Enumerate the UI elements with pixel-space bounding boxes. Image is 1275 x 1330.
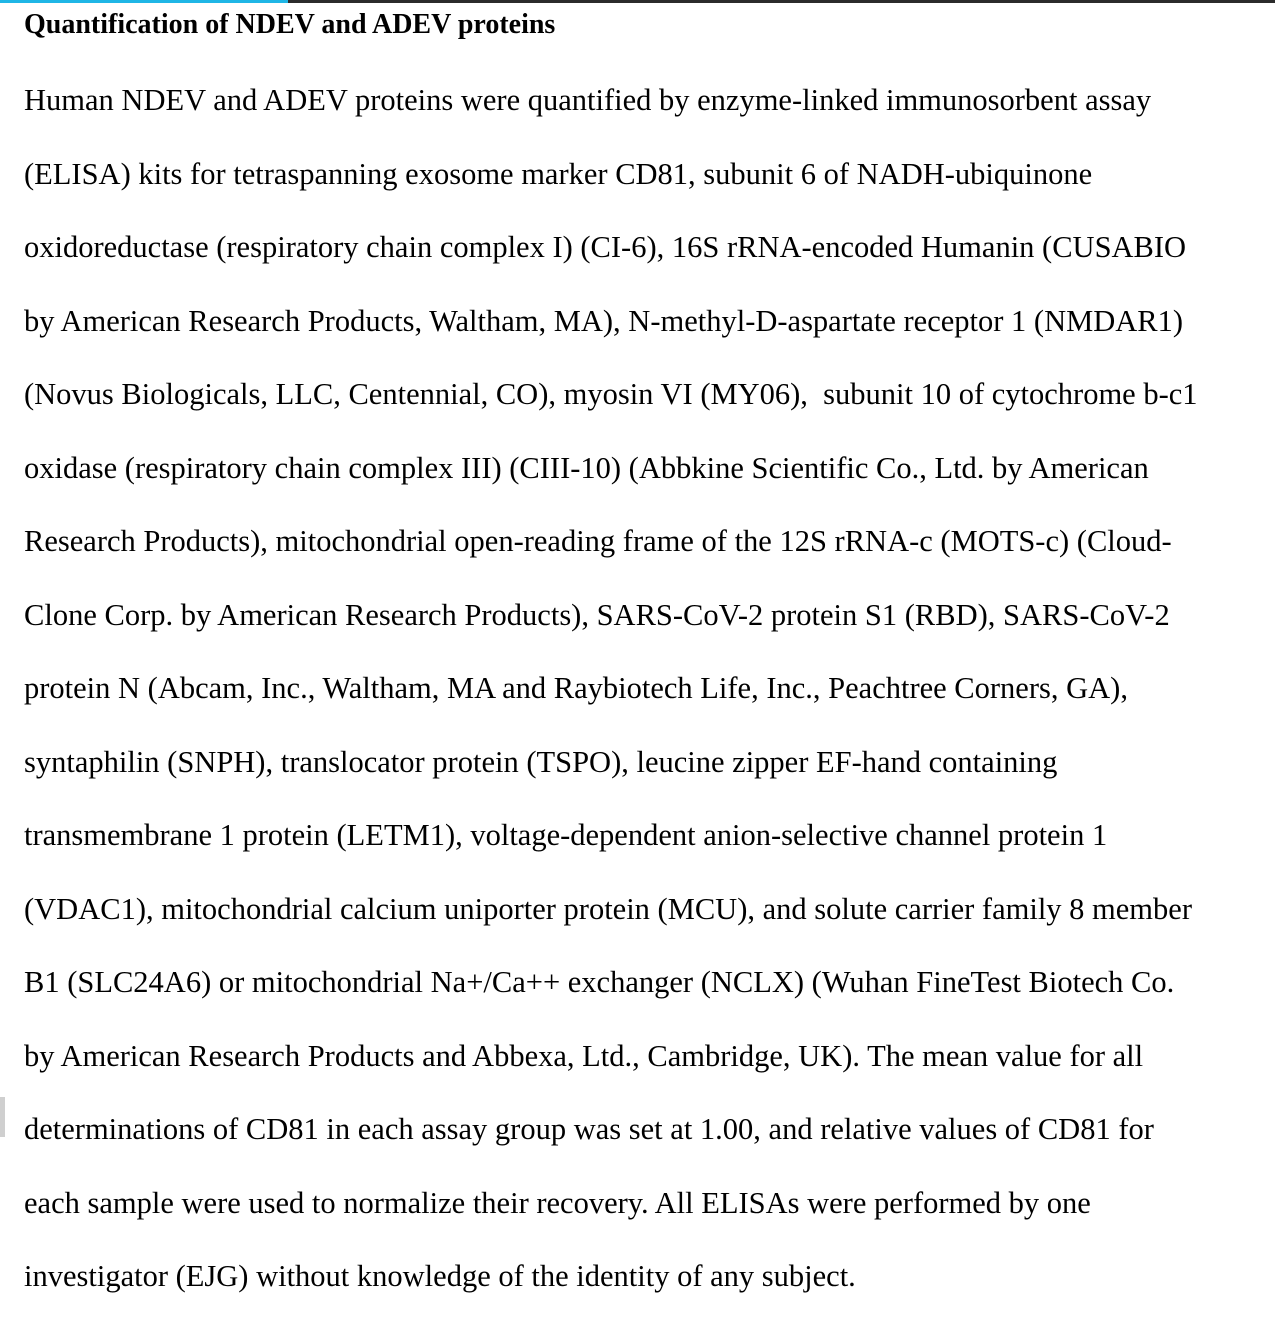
section-heading: Quantification of NDEV and ADEV proteins [24,9,556,40]
paragraph-line: investigator (EJG) without knowledge of the identity of any subject. [24,1259,856,1293]
paragraph-line: (VDAC1), mitochondrial calcium uniporter protein (MCU), and solute carrier family 8 member [24,891,1192,926]
paragraph-line: Clone Corp. by American Research Products), SARS-CoV-2 protein S1 (RBD), SARS-CoV-2 [24,597,1170,632]
paragraph-line: B1 (SLC24A6) or mitochondrial Na+/Ca++ exchanger (NCLX) (Wuhan FineTest Biotech Co. [24,965,1175,999]
paragraph-line: Human NDEV and ADEV proteins were quantified by enzyme-linked immunosorbent assay [24,83,1152,117]
paragraph-line: oxidoreductase (respiratory chain complex I) (CI-6), 16S rRNA-encoded Humanin (CUSABIO [24,230,1187,264]
paragraph-line: protein N (Abcam, Inc., Waltham, MA and Raybiotech Life, Inc., Peachtree Corners, GA), [24,671,1128,705]
paragraph-line: by American Research Products, Waltham, MA), N-methyl-D-aspartate receptor 1 (NMDAR1) [24,303,1184,338]
reading-progress-bar [0,0,288,3]
side-handle-tab[interactable] [0,1097,5,1137]
top-progress-track [0,0,1275,3]
paragraph-line: oxidase (respiratory chain complex III) (CIII-10) (Abbkine Scientific Co., Ltd. by American [24,450,1149,485]
paragraph-line: (Novus Biologicals, LLC, Centennial, CO), myosin VI (MY06), subunit 10 of cytochrome b-c1 [24,377,1198,411]
paragraph-line: transmembrane 1 protein (LETM1), voltage-dependent anion-selective channel protein 1 [24,818,1108,852]
section-paragraph [24,80,1264,1330]
paragraph-line: determinations of CD81 in each assay group was set at 1.00, and relative values of CD81 for [24,1112,1154,1146]
paragraph-line: each sample were used to normalize their recovery. All ELISAs were performed by one [24,1185,1091,1220]
paragraph-line: (ELISA) kits for tetraspanning exosome marker CD81, subunit 6 of NADH-ubiquinone [24,156,1093,191]
paragraph-line: syntaphilin (SNPH), translocator protein (TSPO), leucine zipper EF-hand containing [24,744,1058,779]
paragraph-line: Research Products), mitochondrial open-reading frame of the 12S rRNA-c (MOTS-c) (Cloud- [24,524,1172,558]
paragraph-line: by American Research Products and Abbexa, Ltd., Cambridge, UK). The mean value for all [24,1038,1144,1073]
